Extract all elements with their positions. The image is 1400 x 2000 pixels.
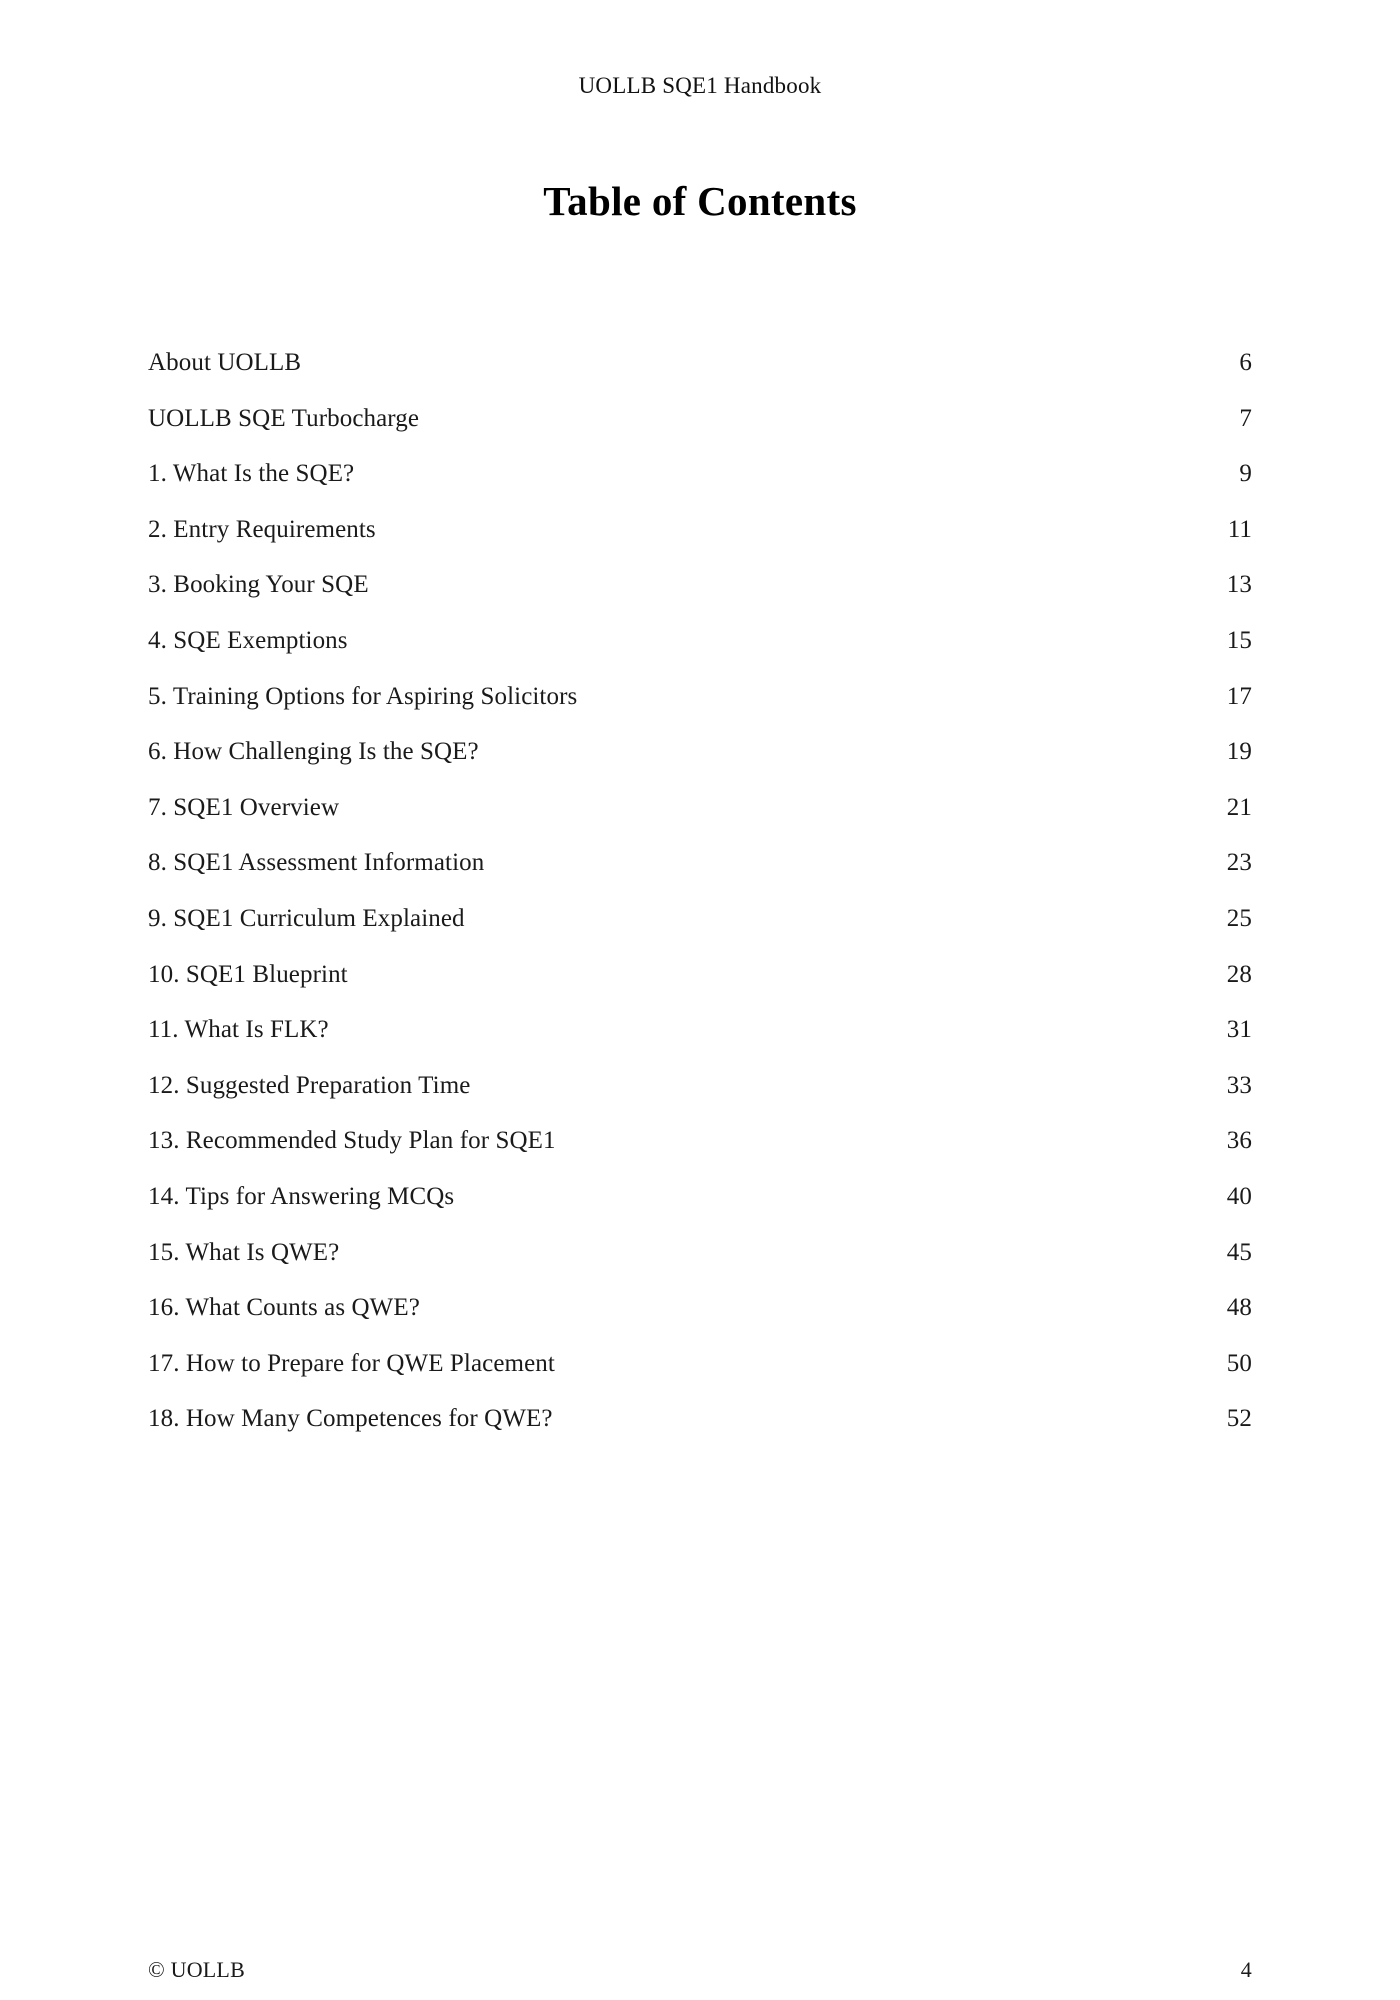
toc-entry-title: 17. How to Prepare for QWE Placement [148,1349,555,1377]
toc-entry[interactable] [148,517,1252,573]
table-of-contents [148,350,1252,1462]
toc-entry-title: 1. What Is the SQE? [148,460,355,488]
toc-entry[interactable] [148,350,1252,406]
toc-entry-page-number: 25 [1226,904,1252,932]
toc-entry-page-number: 17 [1226,682,1252,710]
toc-entry[interactable] [148,1128,1252,1184]
toc-entry-page-number: 11 [1227,515,1252,543]
toc-entry[interactable] [148,850,1252,906]
running-header: UOLLB SQE1 Handbook [578,73,822,98]
page-footer [148,1940,1252,2000]
toc-entry-title: 2. Entry Requirements [148,515,376,543]
toc-entry[interactable] [148,739,1252,795]
toc-entry-title: About UOLLB [148,349,302,376]
toc-entry-title: 10. SQE1 Blueprint [148,960,348,988]
toc-entry-title: 3. Booking Your SQE [148,571,369,599]
toc-entry[interactable] [148,1073,1252,1129]
toc-entry-title: 16. What Counts as QWE? [148,1294,420,1322]
toc-entry[interactable] [148,795,1252,851]
toc-entry[interactable] [148,406,1252,462]
toc-entry-title: UOLLB SQE Turbocharge [148,404,420,432]
toc-entry-page-number: 40 [1226,1182,1252,1210]
toc-entry-page-number: 36 [1226,1127,1252,1155]
toc-entry-page-number: 45 [1226,1238,1252,1266]
toc-entry-page-number: 50 [1226,1349,1252,1377]
toc-entry-page-number: 9 [1239,460,1252,488]
toc-entry-page-number: 52 [1226,1405,1252,1433]
toc-entry[interactable] [148,1184,1252,1240]
toc-entry-page-number: 23 [1226,849,1252,877]
toc-entry-page-number: 21 [1226,793,1252,821]
toc-entry-page-number: 15 [1226,626,1252,654]
toc-entry-page-number: 28 [1226,960,1252,988]
toc-entry-title: 5. Training Options for Aspiring Solicitors [148,682,578,710]
page-title: Table of Contents [543,178,857,225]
toc-entry-title: 9. SQE1 Curriculum Explained [148,904,465,932]
toc-entry-title: 18. How Many Competences for QWE? [148,1405,553,1433]
toc-entry[interactable] [148,962,1252,1018]
toc-entry[interactable] [148,1017,1252,1073]
toc-entry-page-number: 33 [1226,1071,1252,1099]
toc-entry-title: 11. What Is FLK? [148,1016,329,1044]
toc-entry-page-number: 6 [1239,349,1252,376]
toc-entry[interactable] [148,906,1252,962]
toc-entry-title: 8. SQE1 Assessment Information [148,849,485,877]
footer-page-number: 4 [1240,1957,1252,1982]
toc-entry[interactable] [148,572,1252,628]
toc-entry-title: 4. SQE Exemptions [148,626,348,654]
toc-entry-title: 15. What Is QWE? [148,1238,340,1266]
toc-entry-title: 7. SQE1 Overview [148,793,340,821]
toc-entry[interactable] [148,1351,1252,1407]
toc-entry-title: 14. Tips for Answering MCQs [148,1182,455,1210]
toc-entry-title: 6. How Challenging Is the SQE? [148,738,479,766]
toc-entry[interactable] [148,684,1252,740]
footer-copyright: © UOLLB [148,1957,245,1982]
toc-entry[interactable] [148,628,1252,684]
toc-entry-title: 13. Recommended Study Plan for SQE1 [148,1127,556,1155]
toc-entry-page-number: 7 [1239,404,1252,432]
toc-entry[interactable] [148,1295,1252,1351]
toc-entry-title: 12. Suggested Preparation Time [148,1071,471,1099]
toc-entry[interactable] [148,461,1252,517]
toc-entry[interactable] [148,1240,1252,1296]
toc-entry-page-number: 31 [1226,1016,1252,1044]
toc-entry-page-number: 48 [1226,1294,1252,1322]
toc-entry[interactable] [148,1406,1252,1462]
toc-entry-page-number: 13 [1226,571,1252,599]
toc-entry-page-number: 19 [1226,738,1252,766]
